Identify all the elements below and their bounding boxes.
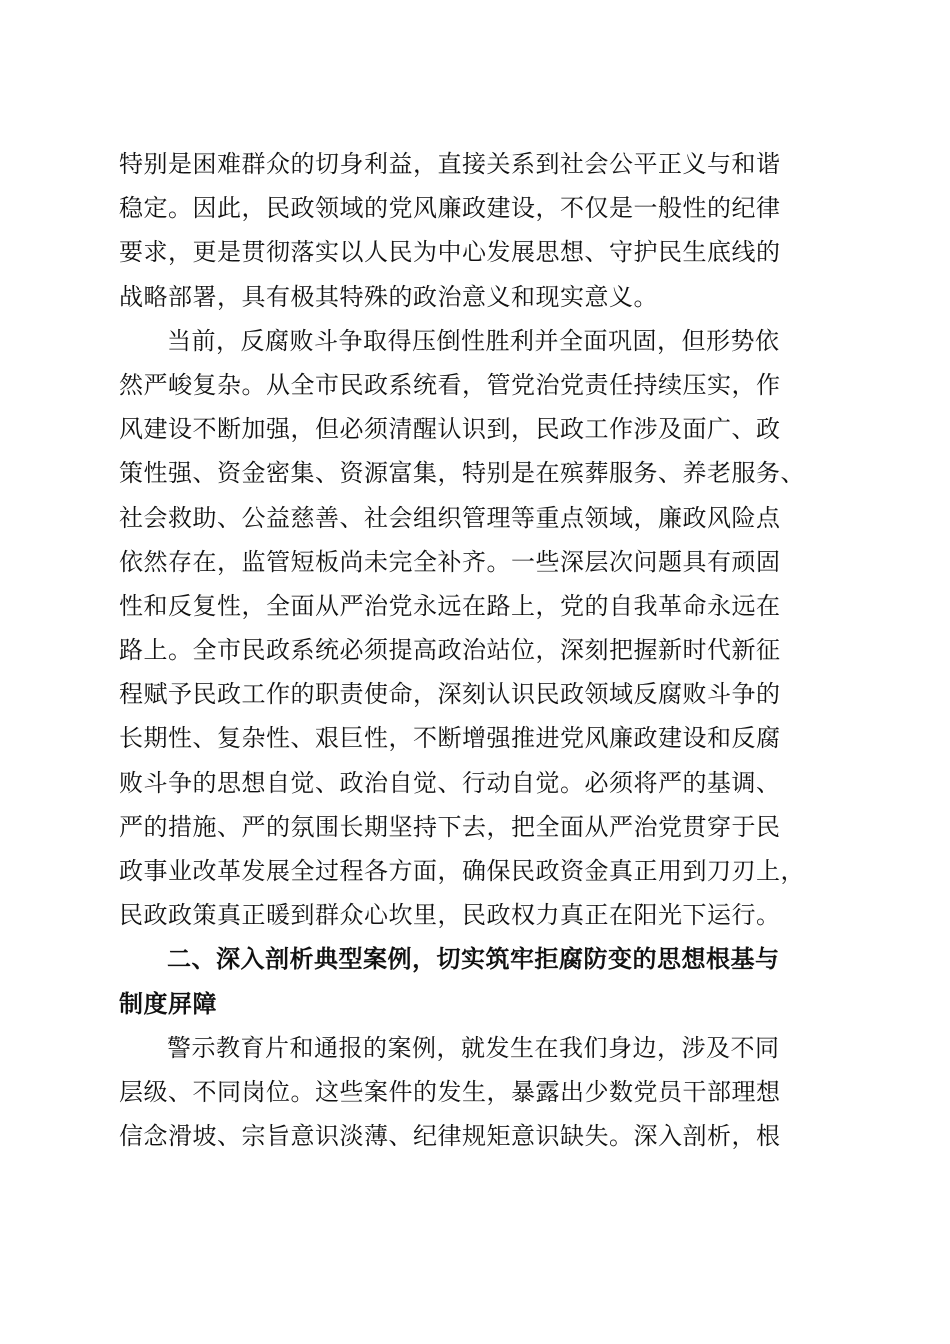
text-line: 依然存在，监管短板尚未完全补齐。一些深层次问题具有顽固	[119, 547, 781, 576]
text-line: 性和反复性，全面从严治党永远在路上，党的自我革命永远在	[119, 591, 781, 620]
text-line: 程赋予民政工作的职责使命，深刻认识民政领域反腐败斗争的	[119, 680, 781, 709]
text-line: 信念滑坡、宗旨意识淡薄、纪律规矩意识缺失。深入剖析，根	[119, 1122, 781, 1151]
heading-line: 制度屏障	[119, 989, 217, 1018]
text-line: 风建设不断加强，但必须清醒认识到，民政工作涉及面广、政	[119, 415, 781, 444]
text-line: 特别是困难群众的切身利益，直接关系到社会公平正义与和谐	[119, 150, 781, 178]
text-line: 败斗争的思想自觉、政治自觉、行动自觉。必须将严的基调、	[119, 768, 781, 797]
text-line: 路上。全市民政系统必须提高政治站位，深刻把握新时代新征	[119, 636, 781, 665]
text-line: 政事业改革发展全过程各方面，确保民政资金真正用到刀刃上，	[119, 857, 805, 885]
text-line: 战略部署，具有极其特殊的政治意义和现实意义。	[119, 282, 658, 311]
text-line: 当前，反腐败斗争取得压倒性胜利并全面巩固，但形势依	[167, 326, 780, 355]
text-line: 社会救助、公益慈善、社会组织管理等重点领域，廉政风险点	[119, 503, 781, 532]
text-line: 层级、不同岗位。这些案件的发生，暴露出少数党员干部理想	[119, 1077, 781, 1106]
text-line: 然严峻复杂。从全市民政系统看，管党治党责任持续压实，作	[119, 370, 781, 399]
text-line: 民政政策真正暖到群众心坎里，民政权力真正在阳光下运行。	[119, 901, 781, 930]
text-line: 严的措施、严的氛围长期坚持下去，把全面从严治党贯穿于民	[119, 812, 781, 841]
paragraph	[119, 142, 831, 319]
section-heading	[119, 937, 831, 1025]
text-line: 稳定。因此，民政领域的党风廉政建设，不仅是一般性的纪律	[119, 194, 781, 223]
text-line: 策性强、资金密集、资源富集，特别是在殡葬服务、养老服务、	[119, 459, 805, 488]
heading-line: 二、深入剖析典型案例，切实筑牢拒腐防变的思想根基与	[167, 945, 780, 974]
text-line: 要求，更是贯彻落实以人民为中心发展思想、守护民生底线的	[119, 238, 781, 267]
document-body	[119, 142, 831, 1158]
paragraph	[119, 1026, 831, 1159]
text-line: 长期性、复杂性、艰巨性，不断增强推进党风廉政建设和反腐	[119, 724, 781, 753]
text-line: 警示教育片和通报的案例，就发生在我们身边，涉及不同	[167, 1033, 780, 1062]
paragraph	[119, 319, 831, 938]
